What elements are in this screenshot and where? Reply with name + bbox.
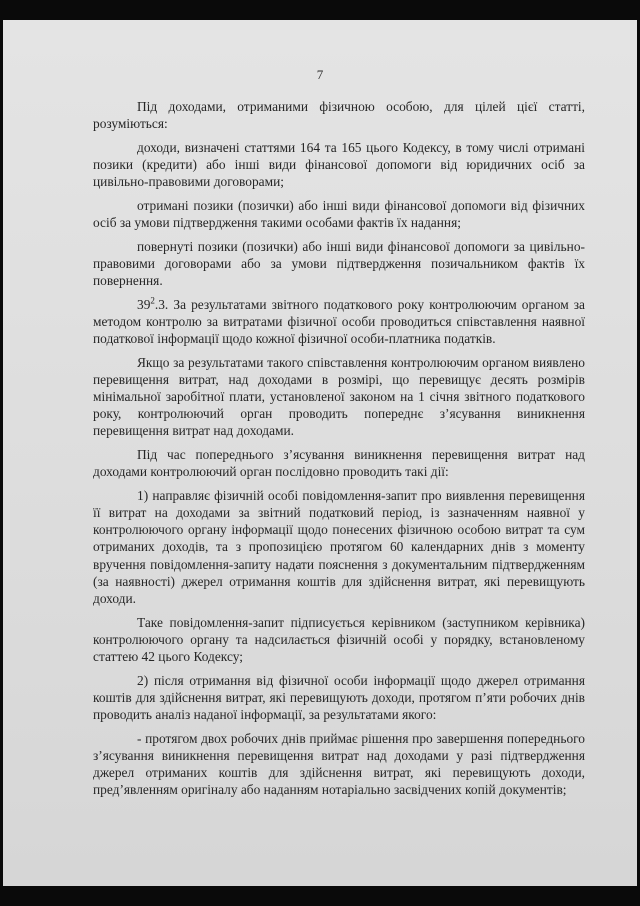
section-number: 39 [137,296,151,312]
paragraph-income-definition: Під доходами, отриманими фізичною особою, для цілей цієї статті, розуміються: [93,99,585,132]
paragraph-request-signing: Таке повідомлення-запит підписується керівником (заступником керівника) контролюючого органу та надсилається фізичній особі у порядку, встановленому статтею 42 цього Кодексу; [93,614,585,665]
page-number: 7 [316,67,324,82]
paragraph-preliminary-steps: Під час попереднього з’ясування виникнення перевищення витрат над доходами контролюючий орган послідовно проводить такі дії: [93,447,585,480]
paragraph-excess-detected: Якщо за результатами такого співставлення контролюючим органом виявлено перевищення витрат, над доходами в розмірі, що перевищує десять розмірів мінімальної заробітної плати, установленої законом на 1 січня звітного податкового року, контролюючий орган проводить попереднє з’ясування виникнення перевищення витрат над доходами. [93,354,585,439]
document-page [3,20,637,886]
paragraph-section-39-2-3 [93,296,585,348]
section-text: .3. За результатами звітного податкового року контролюючим органом за методом контролю за витратами фізичної особи проводиться співставлення наявної податкової інформації щодо кожної фізичної особи-платника податків. [93,296,585,346]
document-body [93,98,585,805]
paragraph-step-2: 2) після отримання від фізичної особи інформації щодо джерел отримання коштів для здійснення витрат, які перевищують доходи, протягом п’яти робочих днів проводить аналіз наданої інформації, за результатами якого: [93,672,585,723]
section-superscript: 2 [150,295,155,306]
paragraph-step-2-result: - протягом двох робочих днів приймає рішення про завершення попереднього з’ясування виникнення перевищення витрат над доходами у разі підтвердження джерел отриманих коштів для здійснення витрат, які перевищують доходи, пред’явленням оригіналу або наданням нотаріально засвідчених копій документів; [93,730,585,798]
paragraph-income-item-3: повернуті позики (позички) або інші види фінансової допомоги за цивільно-правовими договорами або за умови підтвердження позичальником фактів їх повернення. [93,238,585,288]
paragraph-income-item-2: отримані позики (позички) або інші види фінансової допомоги від фізичних осіб за умови підтвердження такими особами фактів їх надання; [93,197,585,230]
paragraph-income-item-1: доходи, визначені статтями 164 та 165 цього Кодексу, в тому числі отримані позики (кредити) або інші види фінансової допомоги від юридичних осіб за цивільно-правовими договорами; [93,139,585,190]
paragraph-step-1: 1) направляє фізичній особі повідомлення-запит про виявлення перевищення її витрат на доходами за звітний податковий період, із зазначенням наявної у контролюючого органу інформації щодо понесених фізичною особою витрат та сум отриманих доходів, та з пропозицією протягом 60 календарних днів з моменту вручення повідомлення-запиту надати пояснення з документальним підтвердженням (за наявності) джерел отримання коштів для здійснення витрат, які перевищують доходи. [93,487,585,607]
